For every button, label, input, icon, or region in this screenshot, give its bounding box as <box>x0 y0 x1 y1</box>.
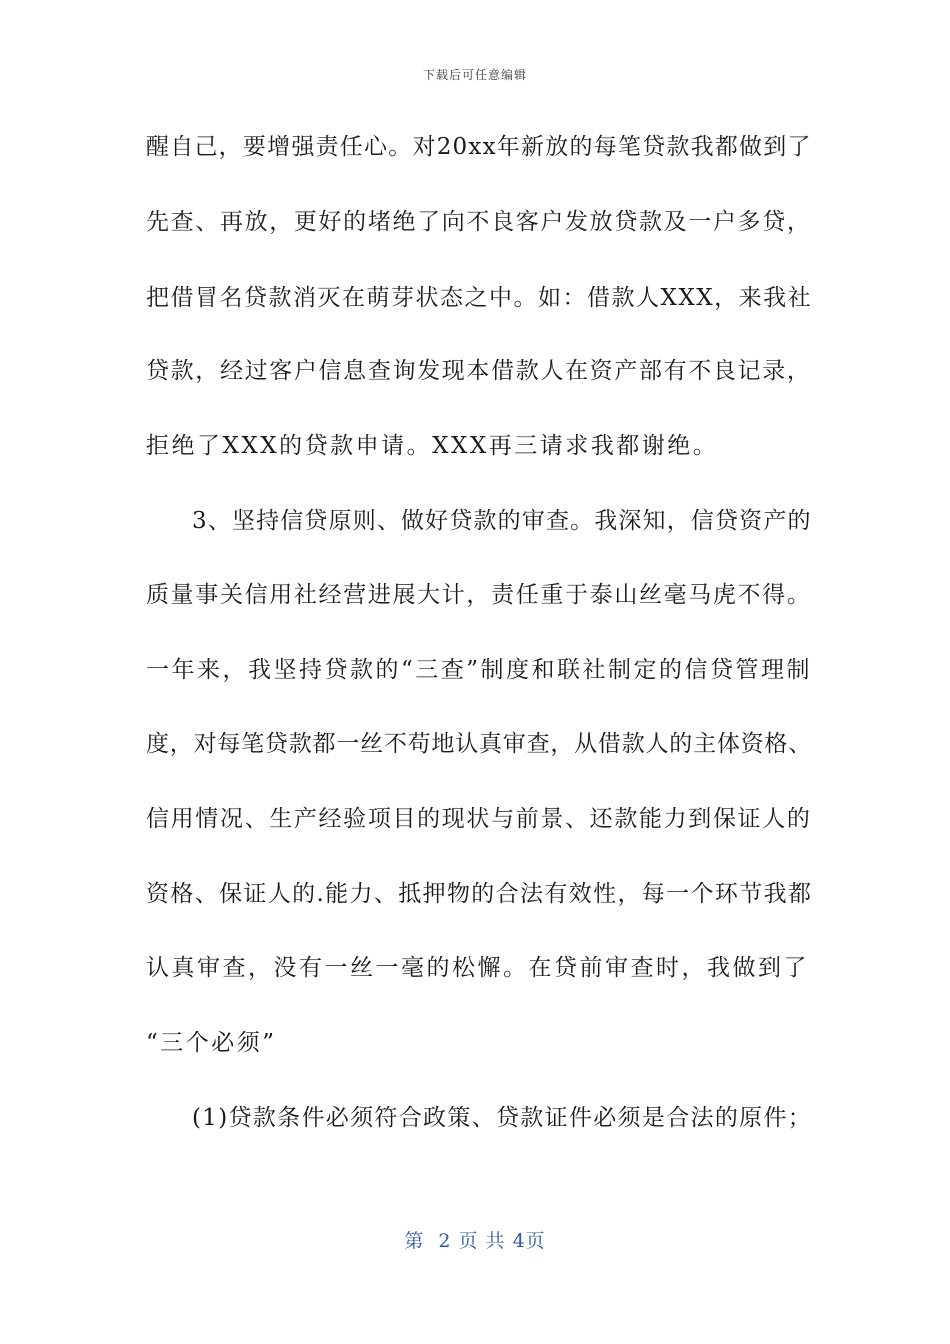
page-header-note: 下载后可任意编辑 <box>422 68 527 82</box>
paragraph-line: (1)贷款条件必须符合政策、贷款证件必须是合法的原件； <box>192 1105 813 1131</box>
page-number-label: 第 2 页 共 4页 <box>404 1230 546 1252</box>
paragraph-line: 信用情况、生产经验项目的现状与前景、还款能力到保证人的 <box>146 806 812 832</box>
page-footer <box>0 1226 950 1253</box>
paragraph-line: 资格、保证人的.能力、抵押物的合法有效性，每一个环节我都 <box>146 881 813 907</box>
paragraph-line: 一年来，我坚持贷款的“三查”制度和联社制定的信贷管理制 <box>146 657 813 683</box>
paragraph-line: 先查、再放，更好的堵绝了向不良客户发放贷款及一户多贷， <box>146 209 812 235</box>
paragraph-line: 质量事关信用社经营进展大计，责任重于泰山丝毫马虎不得。 <box>146 582 812 608</box>
paragraph-line: 把借冒名贷款消灭在萌芽状态之中。如：借款人XXX，来我社 <box>146 285 813 311</box>
paragraph-line: 度，对每笔贷款都一丝不苟地认真审查，从借款人的主体资格、 <box>146 731 812 757</box>
paragraph-line: 3、坚持信贷原则、做好贷款的审查。我深知，信贷资产的 <box>192 508 812 534</box>
paragraph-line: 贷款，经过客户信息查询发现本借款人在资产部有不良记录， <box>146 358 812 384</box>
paragraph-line: 醒自己，要增强责任心。对20xx年新放的每笔贷款我都做到了 <box>146 134 812 160</box>
paragraph-line: “三个必须” <box>146 1030 277 1056</box>
paragraph-line: 拒绝了XXX的贷款申请。XXX再三请求我都谢绝。 <box>146 433 719 459</box>
paragraph-line: 认真审查，没有一丝一毫的松懈。在贷前审查时，我做到了 <box>146 955 809 981</box>
